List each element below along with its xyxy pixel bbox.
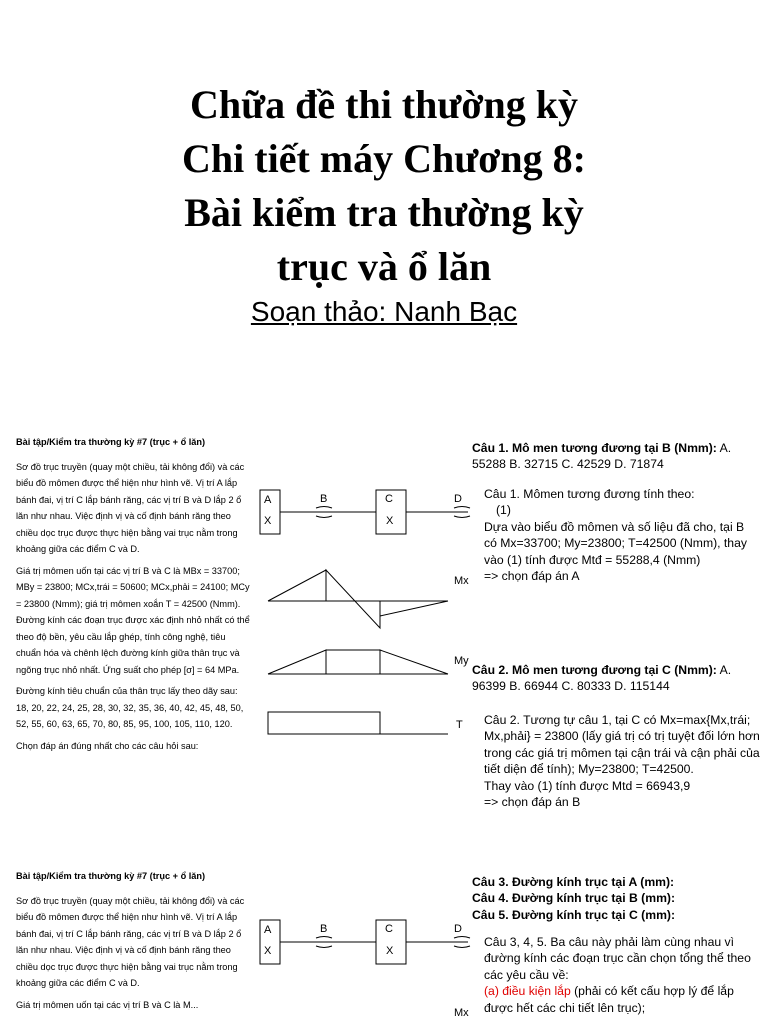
title-line-3: Bài kiểm tra thường kỳ bbox=[184, 190, 584, 235]
label-b: B bbox=[320, 493, 328, 505]
shaft-diagram-2 bbox=[258, 916, 478, 1030]
question-1 bbox=[472, 440, 762, 473]
label-a: A bbox=[264, 494, 272, 506]
questions-3-5 bbox=[472, 874, 762, 923]
question-2-label: Câu 2. Mô men tương đương tại C (Nmm): bbox=[472, 663, 717, 677]
problem-paragraph-2: Giá trị mômen uốn tại các vị trí B và C là MBx = 33700; MBy = 23800; MCx,trái = 50600; MCx,phải = 24100; MCy = 23800 (Nmm); giá trị mômen xoắn T = 42500 (Nmm). Đường kính các đoạn trục được xác định nhỏ nhất có thể theo độ bền, yêu cầu lắp ghép, tính công nghệ, tiêu chuẩn hóa và chênh lệch đường kính giữa thân trục và ngõng trục nhỏ nhất. Ứng suất cho phép [σ] = 64 MPa. bbox=[16, 565, 250, 675]
problem-paragraph-3: Đường kính tiêu chuẩn của thân trục lấy theo dãy sau: 18, 20, 22, 24, 25, 28, 30, 32, 35, 36, 40, 42, 45, 48, 50, 52, 55, 60, 63, 65, 70, 80, 85, 95, 100, 105, 110, 120. bbox=[16, 686, 244, 729]
condition-a-text: (phải có kết cấu hợp lý để lắp được hết các chi tiết lên trục); bbox=[484, 984, 734, 1015]
answer-1-line-3: Dựa vào biểu đồ mômen và số liệu đã cho, tại B có Mx=33700; My=23800; T=42500 (Nmm), thay vào (1) tính được Mtđ = 55288,4 (Nmm) bbox=[484, 519, 747, 567]
author-line: Soạn thảo: Nanh Bạc bbox=[250, 296, 518, 327]
title-line-1: Chữa đề thi thường kỳ bbox=[189, 82, 579, 127]
label-mx-2: Mx bbox=[454, 1007, 469, 1019]
problem-heading-2: Bài tập/Kiểm tra thường kỳ #7 (trục + ổ lăn) bbox=[16, 871, 206, 881]
question-5: Câu 5. Đường kính trục tại C (mm): bbox=[472, 907, 676, 922]
answer-2-choice: => chọn đáp án B bbox=[484, 795, 581, 810]
question-1-options: A. 55288 B. 32715 C. 42529 D. 71874 bbox=[472, 441, 732, 472]
mark-a: X bbox=[264, 515, 272, 527]
problem-paragraph-1: Sơ đồ trục truyền (quay một chiều, tải không đổi) và các biểu đồ mômen được thể hiện như hình vẽ. Vị trí A lắp bánh đai, vị trí C lắp bánh răng, các vị trí B và D lắp 2 ổ lăn như nhau. Việc định vị và cố định bánh răng theo chiều dọc trục được thực hiện bằng vai trục nằm trong khoảng giữa các điểm C và D. bbox=[16, 461, 245, 554]
label-a-2: A bbox=[264, 924, 272, 936]
mark-a-2: X bbox=[264, 945, 272, 957]
shaft-diagram bbox=[258, 478, 478, 768]
answer-3-5 bbox=[484, 934, 760, 1016]
problem-paragraph-2-partial: Giá trị mômen uốn tại các vị trí B và C là M... bbox=[16, 999, 199, 1010]
title-line-4: trục và ổ lăn bbox=[276, 244, 492, 289]
label-b-2: B bbox=[320, 923, 328, 935]
answer-2 bbox=[484, 712, 760, 810]
label-t: T bbox=[456, 719, 463, 731]
label-my: My bbox=[454, 655, 469, 667]
answer-3-5-intro: Câu 3, 4, 5. Ba câu này phải làm cùng nhau vì đường kính các đoạn trục cần chọn tổng thể theo các yêu cầu về: bbox=[484, 935, 751, 982]
label-c: C bbox=[385, 493, 393, 505]
slide-1 bbox=[0, 420, 768, 840]
mark-c-2: X bbox=[386, 945, 394, 957]
answer-2-line-2: Thay vào (1) tính được Mtd = 66943,9 bbox=[484, 778, 691, 793]
question-4: Câu 4. Đường kính trục tại B (mm): bbox=[472, 891, 676, 906]
answer-1 bbox=[484, 486, 760, 584]
problem-paragraph-1-copy: Sơ đồ trục truyền (quay một chiều, tải không đổi) và các biểu đồ mômen được thể hiện như hình vẽ. Vị trí A lắp bánh đai, vị trí C lắp bánh răng, các vị trí B và D lắp 2 ổ lăn như nhau. Việc định vị và cố định bánh răng theo chiều dọc trục được thực hiện bằng vai trục nằm trong khoảng giữa các điểm C và D. bbox=[16, 895, 245, 988]
answer-2-line-1: Câu 2. Tương tự câu 1, tại C có Mx=max{Mx,trái; Mx,phải} = 23800 (lấy giá trị có trị tuyệt đối lớn hơn trong các giá trị mômen tại cận trái và cận phải của tiết diện để tính); My=23800; T=42500. bbox=[484, 713, 760, 777]
question-3: Câu 3. Đường kính trục tại A (mm): bbox=[472, 875, 675, 889]
page-title bbox=[0, 78, 768, 294]
answer-1-formula: (1) bbox=[496, 503, 511, 518]
label-d-2: D bbox=[454, 923, 462, 935]
question-1-label: Câu 1. Mô men tương đương tại B (Nmm): bbox=[472, 441, 717, 455]
problem-heading: Bài tập/Kiểm tra thường kỳ #7 (trục + ổ lăn) bbox=[16, 437, 206, 447]
label-d: D bbox=[454, 493, 462, 505]
problem-statement bbox=[16, 434, 252, 759]
mark-c: X bbox=[386, 515, 394, 527]
title-line-2: Chi tiết máy Chương 8: bbox=[182, 136, 586, 181]
label-c-2: C bbox=[385, 923, 393, 935]
problem-paragraph-4: Chọn đáp án đúng nhất cho các câu hỏi sau: bbox=[16, 740, 199, 751]
question-2-options: A. 96399 B. 66944 C. 80333 D. 115144 bbox=[472, 663, 732, 694]
answer-1-choice: => chọn đáp án A bbox=[484, 569, 580, 584]
problem-statement-2 bbox=[16, 868, 252, 1018]
question-2 bbox=[472, 662, 762, 695]
answer-3-5-condition bbox=[484, 983, 760, 1016]
condition-a-highlight: (a) điều kiện lắp bbox=[484, 984, 571, 999]
label-mx: Mx bbox=[454, 575, 469, 587]
answer-1-line-1: Câu 1. Mômen tương đương tính theo: bbox=[484, 487, 695, 501]
slide-2 bbox=[0, 860, 768, 1030]
